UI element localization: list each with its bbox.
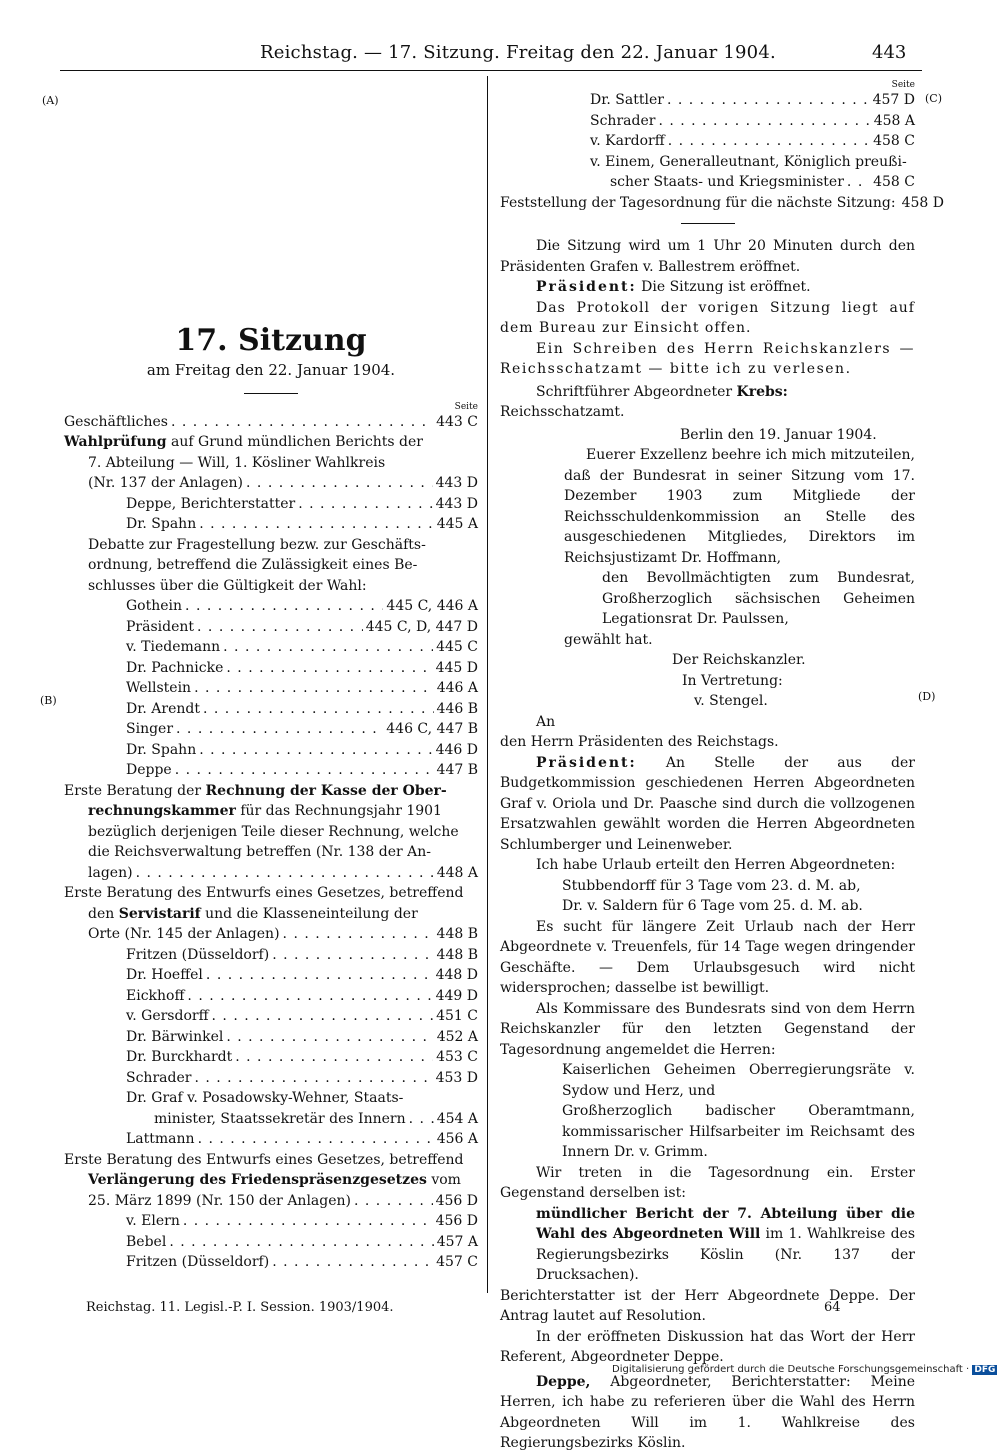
paragraph: Ich habe Urlaub erteilt den Herren Abgeordneten: <box>536 857 896 873</box>
paragraph: Die Sitzung wird um 1 Uhr 20 Minuten durch den Präsidenten Grafen v. Ballestrem eröffnet. <box>500 238 915 275</box>
toc-entry: Fritzen (Düsseldorf) . . . 457 C <box>64 1252 478 1273</box>
toc-entry: Dr. Arendt . . . 446 B <box>64 699 478 720</box>
paragraph: Als Kommissare des Bundesrats sind von dem Herrn Reichskanzler für den letzten Gegenstand der Tagesordnung angemeldet die Herren: <box>500 1000 915 1058</box>
toc-entry: bezüglich derjenigen Teile dieser Rechnung, welche <box>88 823 459 840</box>
margin-d: (D) <box>918 690 936 703</box>
page-number: 443 <box>872 42 907 63</box>
toc-entry: lagen) . . . 448 A <box>64 863 478 884</box>
toc-entry: Dr. Graf v. Posadowsky-Wehner, Staats- <box>126 1090 404 1106</box>
paragraph: Dr. v. Saldern für 6 Tage vom 25. d. M. ab. <box>562 898 863 914</box>
toc-entry: Dr. Spahn . . . 445 A <box>64 514 478 535</box>
toc-entry: minister, Staatssekretär des Innern . . . 454 A <box>64 1109 478 1130</box>
toc-entry: Schrader . . . 458 A <box>500 111 915 132</box>
session-heading: 17. Sitzung <box>175 323 367 358</box>
address: An <box>536 713 556 730</box>
dfg-credit: Digitalisierung gefördert durch die Deutsche Forschungsgemeinschaft · DFG <box>612 1364 996 1375</box>
toc-entry: Deppe, Berichterstatter . . . 443 D <box>64 494 478 515</box>
header-rule <box>60 70 922 71</box>
letter-body: Euerer Exzellenz beehre ich mich mitzuteilen, daß der Bundesrat in seiner Sitzung vom 17. Dezember 1903 zum Mitgliede der Reichsschuldenkommission an Stelle des ausgeschiedenen Mitgliedes, Direktors im Reichsjustizamt Dr. Hoffmann, den Bevollmächtigten zum Bundesrat, Großherzoglich sächsischen Geheimen Legationsrat Dr. Paulssen, gewählt hat. <box>564 447 915 648</box>
toc-entry: Erste Beratung der Rechnung der Kasse der Ober- <box>64 782 447 799</box>
footer-imprint: Reichstag. 11. Legisl.-P. I. Session. 1903/1904. <box>86 1300 394 1315</box>
sheet-number: 64 <box>824 1300 841 1315</box>
toc-entry: v. Gersdorff . . . 451 C <box>64 1006 478 1027</box>
paragraph: Ein Schreiben des Herrn Reichskanzlers — Reichsschatzamt — bitte ich zu verlesen. <box>500 340 915 377</box>
margin-c: (C) <box>925 92 942 105</box>
session-date: am Freitag den 22. Januar 1904. <box>146 361 396 379</box>
paragraph: Deppe, Abgeordneter, Berichterstatter: Meine Herren, ich habe zu referieren über die Wahl des Herrn Abgeordneten Will im 1. Wahlkreise des Regierungsbezirks Köslin. <box>500 1373 915 1451</box>
paragraph: Berichterstatter ist der Herr Abgeordnete Deppe. Der Antrag lautet auf Resolution. <box>500 1287 915 1324</box>
toc-entry: Dr. Spahn . . . 446 D <box>64 740 478 761</box>
toc-entry: Schrader . . . 453 D <box>64 1068 478 1089</box>
toc-entry: scher Staats- und Kriegsminister . . . 458 C <box>500 172 915 193</box>
margin-b: (B) <box>40 694 57 707</box>
toc-entry: Dr. Burckhardt . . . 453 C <box>64 1047 478 1068</box>
signature: In Vertretung: <box>682 672 783 689</box>
signature: v. Stengel. <box>694 693 768 709</box>
title-rule <box>244 393 298 394</box>
toc-entry: Präsident . . . 445 C, D, 447 D <box>64 617 478 638</box>
paragraph: In der eröffneten Diskussion hat das Wort der Herr Referent, Abgeordneter Deppe. <box>500 1328 915 1365</box>
paragraph: Das Protokoll der vorigen Sitzung liegt auf dem Bureau zur Einsicht offen. <box>500 299 915 336</box>
toc-entry: Lattmann . . . 456 A <box>64 1129 478 1150</box>
paragraph: Präsident: An Stelle der aus der Budgetkommission geschiedenen Herren Abgeordneten Graf v. Oriola und Dr. Paasche sind durch die vollzogenen Ersatzwahlen gewählt worden die Herren Abgeordneten Schlumberger und Leinenweber. <box>500 754 915 853</box>
seite-label: Seite <box>891 80 915 90</box>
toc-entry: 7. Abteilung — Will, 1. Kösliner Wahlkreis <box>88 454 386 471</box>
dfg-logo: DFG <box>974 1365 996 1375</box>
toc-entry: Geschäftliches . . . 443 C <box>64 412 478 433</box>
seite-label: Seite <box>454 401 478 412</box>
toc-entry: v. Tiedemann . . . 445 C <box>64 637 478 658</box>
toc-entry: Erste Beratung des Entwurfs eines Gesetzes, betreffend <box>64 1151 464 1168</box>
letter-date: Berlin den 19. Januar 1904. <box>680 426 877 443</box>
paragraph: Stubbendorff für 3 Tage vom 23. d. M. ab, <box>562 877 861 894</box>
toc-entry: v. Kardorff . . . 458 C <box>500 131 915 152</box>
toc-entry: Dr. Pachnicke . . . 445 D <box>64 658 478 679</box>
toc-entry: Erste Beratung des Entwurfs eines Gesetzes, betreffend <box>64 885 464 901</box>
toc-entry: Dr. Hoeffel . . . 448 D <box>64 965 478 986</box>
toc-entry: Debatte zur Fragestellung bezw. zur Geschäfts- <box>88 536 426 553</box>
toc-entry: Fritzen (Düsseldorf) . . . 448 B <box>64 945 478 966</box>
paragraph: Es sucht für längere Zeit Urlaub nach der Herr Abgeordnete v. Treuenfels, für 14 Tage wegen dringender Geschäfte. — Dem Urlaubsgesuch wird nicht widersprochen; dasselbe ist bewilligt. <box>500 918 915 996</box>
toc-entry: Eickhoff . . . 449 D <box>64 986 478 1007</box>
toc-entry: Verlängerung des Friedenspräsenzgesetzes vom <box>88 1172 461 1188</box>
paragraph: Großherzoglich badischer Oberamtmann, kommissarischer Hilfsarbeiter im Reichsamt des Innern Dr. v. Grimm. <box>562 1103 915 1160</box>
toc-entry: Deppe . . . 447 B <box>64 760 478 781</box>
paragraph: Kaiserlichen Geheimen Oberregierungsräte v. Sydow und Herz, und <box>562 1062 915 1099</box>
left-column <box>64 318 478 1273</box>
toc-entry: Dr. Bärwinkel . . . 452 A <box>64 1027 478 1048</box>
paragraph: Wir treten in die Tagesordnung ein. Erster Gegenstand derselben ist: <box>500 1164 915 1201</box>
paragraph: Präsident: Die Sitzung ist eröffnet. <box>536 279 811 295</box>
paragraph: Schriftführer Abgeordneter Krebs: <box>536 383 788 400</box>
toc-entry: Orte (Nr. 145 der Anlagen) . . . 448 B <box>64 924 478 945</box>
toc-entry: v. Elern . . . 456 D <box>64 1211 478 1232</box>
column-rule <box>487 76 488 1293</box>
paragraph: Reichsschatzamt. <box>500 404 625 420</box>
toc-entry: Gothein . . . 445 C, 446 A <box>64 596 478 617</box>
running-title: Reichstag. — 17. Sitzung. Freitag den 22. Januar 1904. <box>260 42 776 63</box>
paragraph: mündlicher Bericht der 7. Abteilung über die Wahl des Abgeordneten Will im 1. Wahlkreise des Regierungsbezirks Köslin (Nr. 137 der Drucksachen). <box>536 1205 915 1283</box>
toc-entry: Wellstein . . . 446 A <box>64 678 478 699</box>
signature: Der Reichskanzler. <box>672 652 806 668</box>
toc-entry: Dr. Sattler . . . 457 D <box>500 90 915 111</box>
toc-entry: rechnungskammer für das Rechnungsjahr 1901 <box>88 803 442 819</box>
toc-entry: (Nr. 137 der Anlagen) . . . 443 D <box>64 473 478 494</box>
section-rule <box>681 223 735 224</box>
toc-entry: ordnung, betreffend die Zulässigkeit eines Be- <box>88 557 418 573</box>
toc-entry: Singer . . . 446 C, 447 B <box>64 719 478 740</box>
margin-a: (A) <box>42 94 59 107</box>
toc-entry: Wahlprüfung auf Grund mündlichen Berichts der <box>64 434 423 450</box>
toc-entry: die Reichsverwaltung betreffen (Nr. 138 der An- <box>88 844 432 860</box>
toc-entry: Feststellung der Tagesordnung für die nächste Sitzung: 458 D <box>500 194 944 211</box>
toc-entry: v. Einem, Generalleutnant, Königlich preußi- <box>590 153 907 170</box>
toc-entry: den Servistarif und die Klasseneinteilung der <box>88 905 418 922</box>
toc-entry: Bebel . . . 457 A <box>64 1232 478 1253</box>
toc-entry: 25. März 1899 (Nr. 150 der Anlagen) . . . 456 D <box>64 1191 478 1212</box>
right-column <box>500 80 944 1454</box>
address: den Herrn Präsidenten des Reichstags. <box>500 734 779 750</box>
toc-entry: schlusses über die Gültigkeit der Wahl: <box>88 577 367 594</box>
